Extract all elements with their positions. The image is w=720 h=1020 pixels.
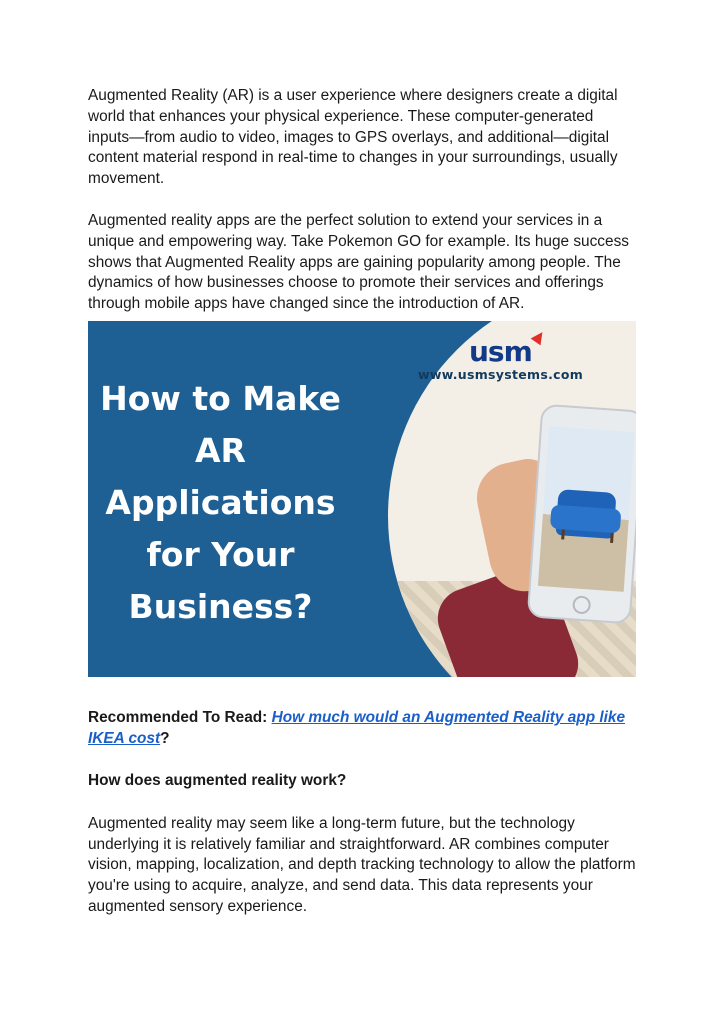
how-it-works-paragraph: Augmented reality may seem like a long-term future, but the technology underlying it is relatively familiar and straightforward. AR combines computer vision, mapping, localization, and depth tracking technology to allow the platform you're using to acquire, analyze, and send data. This data represents your augmented sensory experience. <box>88 814 636 915</box>
usm-logo: usm <box>469 334 532 368</box>
section-heading: How does augmented reality work? <box>88 771 347 789</box>
recommended-suffix: ? <box>160 729 170 747</box>
phone-screen <box>538 426 635 592</box>
phone-illustration <box>527 404 636 625</box>
home-button-icon <box>572 595 591 614</box>
headline-line: for Your <box>146 534 295 574</box>
article-banner-image <box>88 321 636 677</box>
chair-arm-shape <box>550 505 622 534</box>
headline-line: Business? <box>128 586 313 626</box>
recommended-label: Recommended To Read: <box>88 708 272 726</box>
headline-line: How to Make <box>100 378 341 418</box>
banner-website: www.usmsystems.com <box>418 366 584 382</box>
recommended-line <box>88 707 636 749</box>
recommended-link[interactable]: How much would an Augmented Reality app like IKEA cost <box>88 708 626 747</box>
intro-paragraph: Augmented Reality (AR) is a user experience where designers create a digital world that enhances your physical experience. These computer-generated inputs—from audio to video, images to GPS overlays, and additional—digital content material respond in real-time to changes in your surroundings, usually movement. <box>88 87 618 188</box>
ar-apps-paragraph: Augmented reality apps are the perfect solution to extend your services in a unique and empowering way. Take Pokemon GO for example. Its huge success shows that Augmented Reality apps are gaining popularity among people. The dynamics of how businesses choose to promote their services and offerings through mobile apps have changed since the introduction of AR. <box>88 211 629 313</box>
banner-headline <box>88 373 353 633</box>
headline-line: Applications <box>105 482 336 522</box>
document-page <box>88 86 636 918</box>
headline-line: AR <box>195 430 246 470</box>
